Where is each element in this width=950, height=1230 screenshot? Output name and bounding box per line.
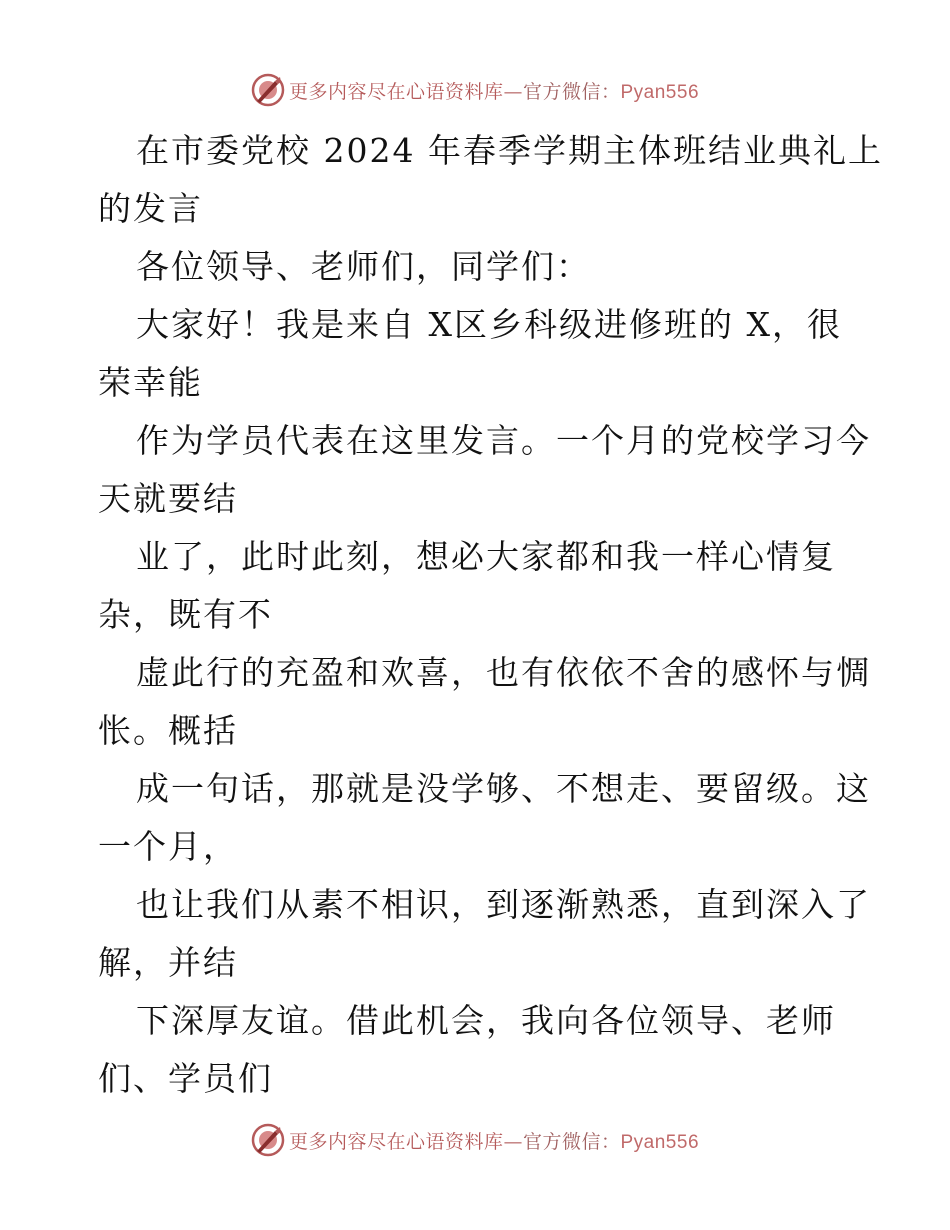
header-watermark	[0, 70, 950, 110]
paragraph-line: 虚此行的充盈和欢喜，也有依依不舍的感怀与惆	[136, 653, 871, 692]
watermark-text: 更多内容尽在心语资料库—官方微信：Pyan556	[288, 80, 700, 103]
watermark-text: 更多内容尽在心语资料库—官方微信：Pyan556	[288, 1130, 700, 1153]
quill-logo-icon	[251, 1123, 285, 1157]
paragraph-line: 天就要结	[98, 479, 238, 518]
document-title-line-1: 在市委党校 2024 年春季学期主体班结业典礼上	[136, 131, 883, 170]
paragraph-line: 一个月，	[98, 827, 238, 866]
paragraph-line: 下深厚友谊。借此机会，我向各位领导、老师	[136, 1001, 836, 1040]
document-body	[98, 122, 883, 1108]
paragraph-line: 荣幸能	[98, 363, 203, 402]
paragraph-line: 作为学员代表在这里发言。一个月的党校学习今	[136, 421, 871, 460]
document-title-line-2: 的发言	[98, 189, 203, 228]
paragraph-line: 也让我们从素不相识，到逐渐熟悉，直到深入了	[136, 885, 871, 924]
paragraph-line: 们、学员们	[98, 1059, 273, 1098]
paragraph-line: 成一句话，那就是没学够、不想走、要留级。这	[136, 769, 871, 808]
paragraph-line: 怅。概括	[98, 711, 238, 750]
paragraph-line: 大家好！我是来自 X区乡科级进修班的 X，很	[136, 305, 842, 344]
salutation-line: 各位领导、老师们，同学们：	[136, 247, 591, 286]
paragraph-line: 业了，此时此刻，想必大家都和我一样心情复	[136, 537, 836, 576]
paragraph-line: 杂，既有不	[98, 595, 273, 634]
quill-logo-icon	[251, 73, 285, 107]
paragraph-line: 解，并结	[98, 943, 238, 982]
footer-watermark	[0, 1120, 950, 1160]
